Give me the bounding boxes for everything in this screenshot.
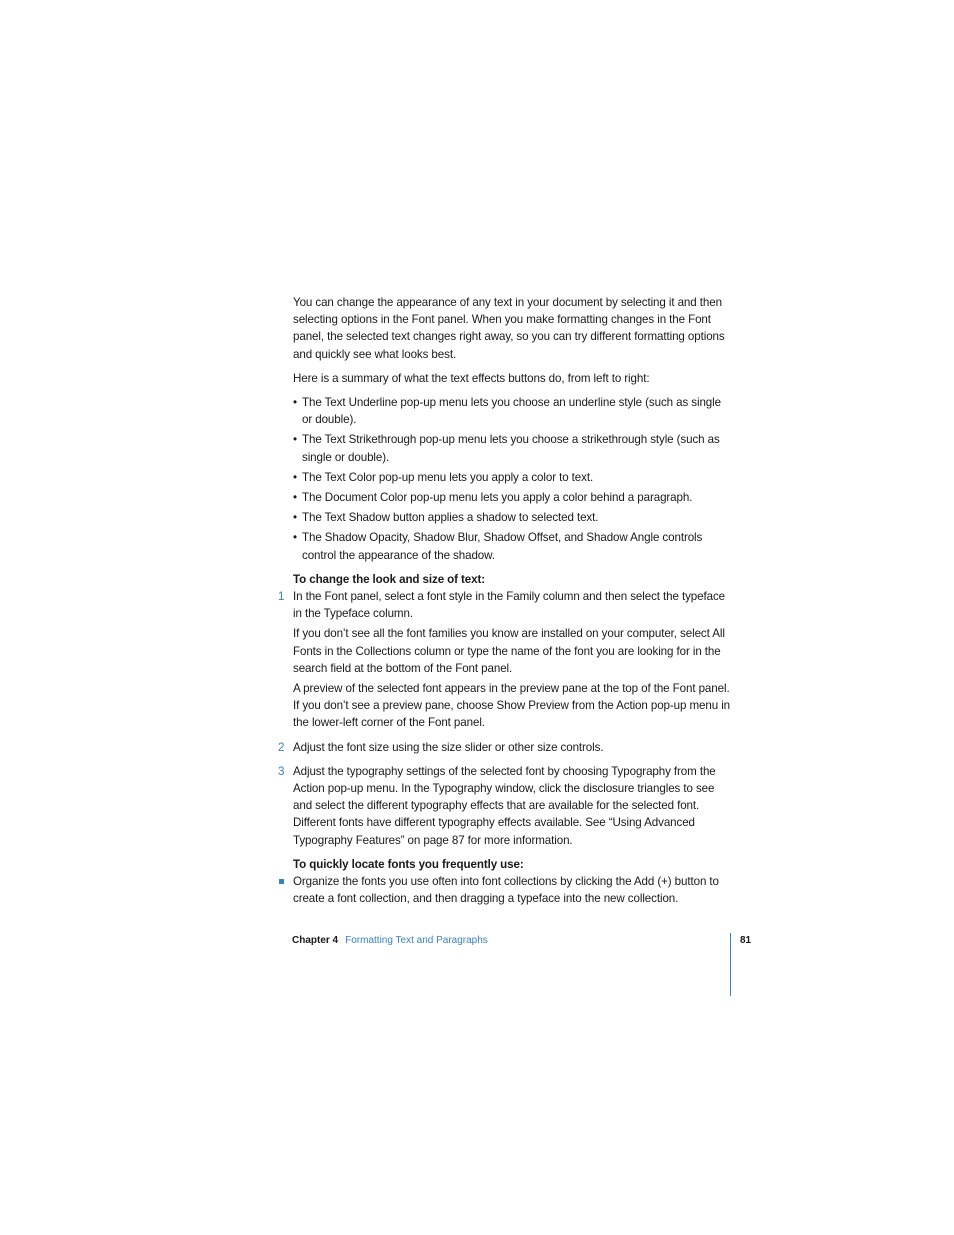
- list-item-text: The Document Color pop-up menu lets you apply a color behind a paragraph.: [302, 491, 693, 505]
- bullet-icon: •: [293, 531, 297, 545]
- bullet-icon: •: [293, 470, 297, 484]
- list-item: [293, 509, 733, 526]
- bullet-icon: •: [293, 396, 297, 410]
- page-footer: [292, 934, 488, 948]
- list-item-text: The Text Underline pop-up menu lets you choose an underline style (such as single or double).: [302, 396, 721, 427]
- bullet-icon: •: [293, 511, 297, 525]
- footer-divider: [730, 933, 731, 996]
- step-text: In the Font panel, select a font style in the Family column and then select the typeface in the Typeface column.: [293, 590, 726, 621]
- step-1-note-1: If you don’t see all the font families you know are installed on your computer, select All Fonts in the Collections column or type the name of the font you are looking for in the search field at the bottom of the Font panel.: [293, 627, 725, 675]
- bullet-icon: •: [293, 433, 297, 447]
- step-text: Adjust the typography settings of the selected font by choosing Typography from the Action pop-up menu. In the Typography window, click the disclosure triangles to see and select the different typography effects that are available for the selected font. Different fonts have different typography effects available. See “Using Advanced Typography Features” on page 87 for more information.: [293, 764, 716, 847]
- intro-paragraph-1: You can change the appearance of any text in your document by selecting it and then selecting options in the Font panel. When you make formatting changes in the Font panel, the selected text changes right away, so you can try different formatting options and quickly see what looks best.: [293, 296, 725, 361]
- list-item: [293, 529, 733, 563]
- task-item: [293, 873, 733, 907]
- page-body: [278, 294, 733, 915]
- chapter-label: Chapter 4: [292, 935, 339, 946]
- step-text: Adjust the font size using the size slider or other size controls.: [293, 740, 604, 754]
- task-heading-change-look: To change the look and size of text:: [293, 572, 486, 586]
- list-item-text: The Text Color pop-up menu lets you apply a color to text.: [302, 470, 594, 484]
- step-number: 1: [278, 590, 285, 604]
- list-item-text: The Shadow Opacity, Shadow Blur, Shadow Offset, and Shadow Angle controls control the appearance of the shadow.: [302, 531, 703, 562]
- step-number: 2: [278, 740, 285, 754]
- step-2: [278, 739, 733, 756]
- task-heading-locate-fonts: To quickly locate fonts you frequently use:: [293, 857, 524, 871]
- list-item-text: The Text Strikethrough pop-up menu lets you choose a strikethrough style (such as single or double).: [302, 433, 720, 464]
- intro-paragraph-2: Here is a summary of what the text effects buttons do, from left to right:: [293, 371, 650, 385]
- step-1: [278, 588, 733, 622]
- chapter-title: Formatting Text and Paragraphs: [345, 935, 488, 946]
- list-item-text: The Text Shadow button applies a shadow to selected text.: [302, 511, 599, 525]
- step-1-note-2: A preview of the selected font appears in the preview pane at the top of the Font panel. If you don’t see a preview pane, choose Show Preview from the Action pop-up menu in the lower-left corner of the Font panel.: [293, 682, 731, 730]
- square-bullet-icon: [279, 879, 284, 884]
- list-item: [293, 469, 733, 486]
- page-number: 81: [740, 935, 752, 946]
- list-item: [293, 431, 733, 465]
- list-item: [293, 489, 733, 506]
- step-number: 3: [278, 764, 285, 778]
- step-3: [278, 763, 733, 849]
- bullet-icon: •: [293, 491, 297, 505]
- list-item: [293, 394, 733, 428]
- task-item-text: Organize the fonts you use often into font collections by clicking the Add (+) button to create a font collection, and then dragging a typeface into the new collection.: [293, 875, 719, 906]
- text-effects-list: [293, 394, 733, 564]
